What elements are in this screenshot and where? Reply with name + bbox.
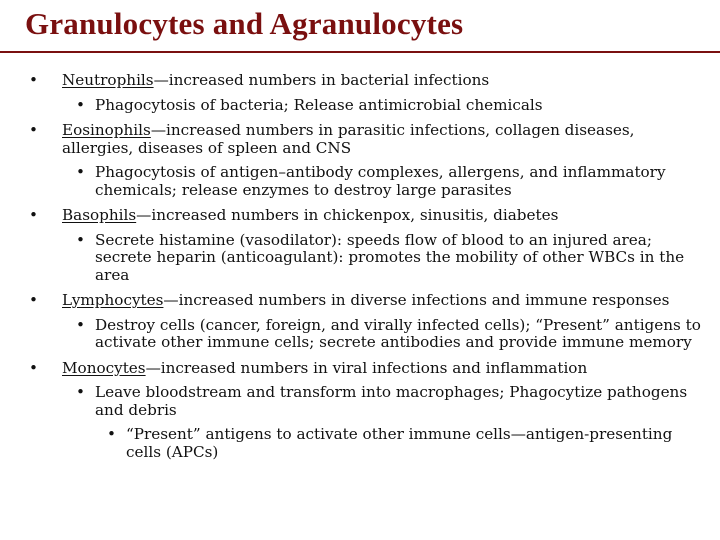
term-basophils: Basophils: [62, 206, 137, 224]
bullet-lymphocytes: [29, 291, 702, 310]
desc-basophils: —increased numbers in chickenpox, sinusitis, diabetes: [136, 206, 559, 224]
bullet-neutrophils: [29, 71, 702, 90]
desc-monocytes: —increased numbers in viral infections and inflammation: [145, 358, 588, 377]
bullet-marker: •: [29, 291, 38, 309]
bullet-marker: •: [29, 358, 38, 377]
bullet-marker: •: [107, 425, 116, 443]
sub-text: Leave bloodstream and transform into macrophages; Phagocytize pathogens and debris: [95, 383, 688, 419]
bullet-marker: •: [29, 206, 38, 224]
bullet-marker: •: [29, 71, 38, 89]
bullet-marker: •: [76, 383, 85, 401]
sub-bullet-eosinophils: [76, 163, 705, 199]
sub-bullet-lymphocytes: [76, 315, 705, 352]
term-lymphocytes: Lymphocytes: [62, 291, 164, 309]
sub-text: Destroy cells (cancer, foreign, and virally infected cells); “Present” antigens to activate other immune cells; secrete antibodies and provide immune memory: [95, 315, 701, 351]
desc-neutrophils: —increased numbers in bacterial infections: [153, 71, 490, 89]
sub-bullet-basophils: [76, 230, 705, 285]
desc-eosinophils: —increased numbers in parasitic infections, collagen diseases, allergies, diseases of spleen and CNS: [62, 121, 635, 157]
sub-text: Secrete histamine (vasodilator): speeds flow of blood to an injured area; secrete heparin (anticoagulant): promotes the mobility of other WBCs in the area: [95, 230, 685, 284]
bullet-marker: •: [76, 95, 85, 114]
title-divider: [0, 51, 720, 53]
term-monocytes: Monocytes: [62, 358, 146, 377]
bullet-eosinophils: [29, 121, 702, 157]
sub-text: Phagocytosis of bacteria; Release antimicrobial chemicals: [95, 95, 543, 114]
bullet-marker: •: [29, 121, 38, 139]
term-neutrophils: Neutrophils: [62, 71, 154, 89]
term-eosinophils: Eosinophils: [62, 121, 151, 139]
sub-sub-text: “Present” antigens to activate other immune cells—antigen-presenting cells (APCs): [126, 425, 673, 461]
sub-bullet-monocytes: [76, 383, 705, 419]
sub-sub-bullet-monocytes: [107, 425, 686, 461]
sub-bullet-neutrophils: [76, 95, 705, 115]
bullet-marker: •: [76, 163, 85, 181]
desc-lymphocytes: —increased numbers in diverse infections and immune responses: [163, 291, 670, 309]
bullet-marker: •: [76, 315, 85, 334]
slide-title: Granulocytes and Agranulocytes: [25, 6, 464, 41]
bullet-basophils: [29, 206, 702, 225]
bullet-marker: •: [76, 230, 85, 249]
slide-content: [0, 72, 720, 461]
bullet-monocytes: [29, 358, 702, 378]
sub-text: Phagocytosis of antigen–antibody complexes, allergens, and inflammatory chemicals; release enzymes to destroy large parasites: [95, 163, 666, 199]
